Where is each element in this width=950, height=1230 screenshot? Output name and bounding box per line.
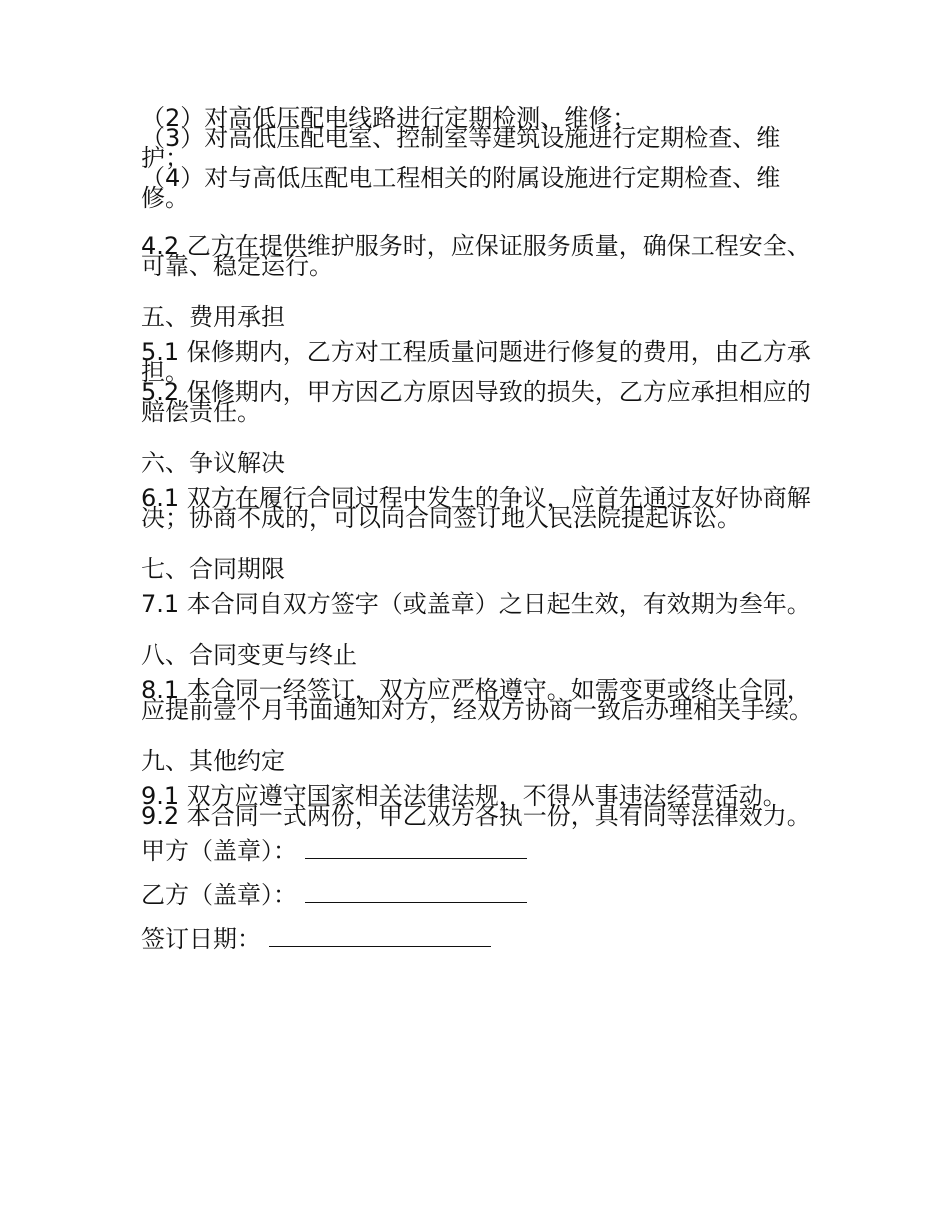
clause-7-1: 7.1 本合同自双方签字（或盖章）之日起生效，有效期为叁年。	[141, 590, 811, 618]
item-3: （3）对高低压配电室、控制室等建筑设施进行定期检查、维护；	[141, 124, 781, 172]
clause-8-1: 8.1 本合同一经签订，双方应严格遵守。如需变更或终止合同，应提前壹个月书面通知对方，经双方协商一致后办理相关手续。	[141, 676, 813, 724]
item-2: （2）对高低压配电线路进行定期检测、维修；	[141, 104, 637, 132]
clause-5-1: 5.1 保修期内，乙方对工程质量问题进行修复的费用，由乙方承担。	[141, 338, 811, 386]
section-5-heading: 五、费用承担	[141, 303, 285, 331]
document-body	[141, 104, 813, 953]
clause-9-2: 9.2 本合同一式两份，甲乙双方各执一份，具有同等法律效力。	[141, 802, 811, 830]
party-a-signature	[141, 838, 813, 864]
party-b-label: 乙方（盖章）：	[141, 881, 297, 909]
section-7-heading: 七、合同期限	[141, 555, 285, 583]
sign-date	[141, 926, 813, 952]
party-a-signature-line[interactable]	[305, 844, 527, 859]
clause-9-1: 9.1 双方应遵守国家相关法律法规，不得从事违法经营活动。	[141, 782, 787, 810]
sign-date-line[interactable]	[269, 932, 491, 947]
clause-5-2: 5.2 保修期内，甲方因乙方原因导致的损失，乙方应承担相应的赔偿责任。	[141, 378, 811, 426]
party-b-signature	[141, 882, 813, 908]
section-8-heading: 八、合同变更与终止	[141, 641, 357, 669]
item-4: （4）对与高低压配电工程相关的附属设施进行定期检查、维修。	[141, 164, 781, 212]
party-a-label: 甲方（盖章）：	[141, 837, 297, 865]
clause-6-1: 6.1 双方在履行合同过程中发生的争议，应首先通过友好协商解决；协商不成的，可以向合同签订地人民法院提起诉讼。	[141, 484, 811, 532]
section-9-heading: 九、其他约定	[141, 747, 285, 775]
sign-date-label: 签订日期：	[141, 925, 261, 953]
clause-4-2: 4.2 乙方在提供维护服务时，应保证服务质量，确保工程安全、可靠、稳定运行。	[141, 232, 811, 280]
party-b-signature-line[interactable]	[305, 888, 527, 903]
section-6-heading: 六、争议解决	[141, 449, 285, 477]
